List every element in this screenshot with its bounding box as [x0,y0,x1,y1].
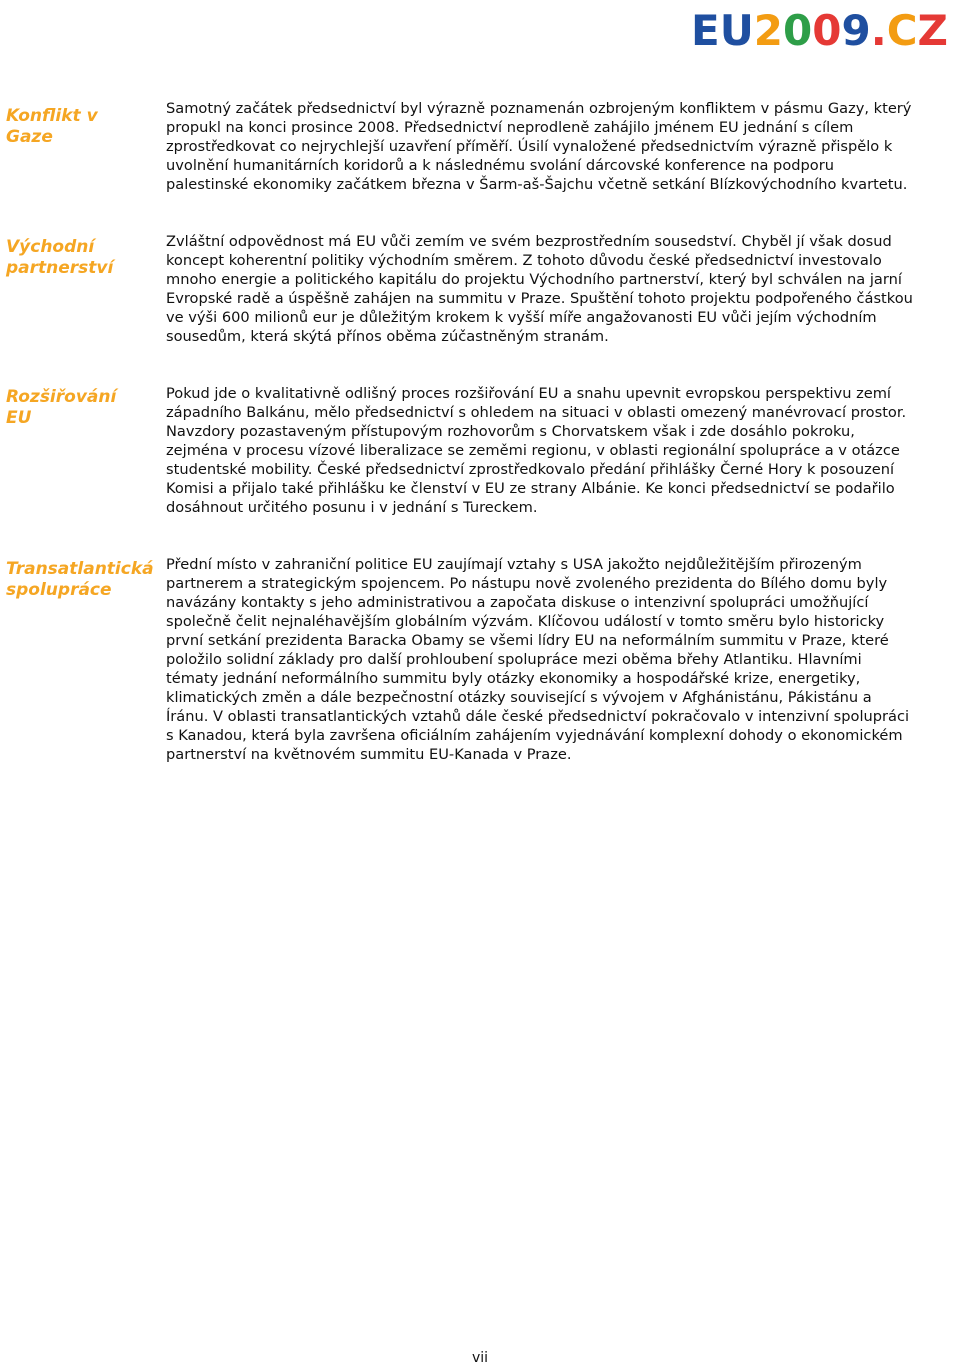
logo-letter: 0 [783,6,813,55]
section-text: Přední místo v zahraniční politice EU zaujímají vztahy s USA jakožto nejdůležitějším přirozeným partnerem a strategickým spojencem. Po nástupu nově zvoleného prezidenta do Bílého domu byly navázány kontakty s jeho administrativou a započata diskuse o intenzivní spolupráci umožňující společně čelit nejnaléhavějším globálním výzvám. Klíčovou událostí v tomto směru bylo historicky první setkání prezidenta Baracka Obamy se všemi lídry EU na neformálním summitu v Praze, které položilo solidní základy pro další prohloubení spolupráce mezi oběma břehy Atlantiku. Hlavními tématy jednání neformálního summitu byly otázky ekonomiky a hospodářské krize, energetiky, klimatických změn a dále bezpečnostní otázky související s vývojem v Afghánistánu, Pákistánu a Íránu. V oblasti transatlantických vztahů dále české předsednictví pokračovalo v intenzivní spolupráci s Kanadou, která byla završena oficiálním zahájením vyjednávání komplexní dohody o ekonomickém partnerství na květnovém summitu EU-Kanada v Praze. [166,556,910,763]
page-number: vii [471,1350,489,1366]
eu2009-logo [690,6,948,55]
section-label: Konflikt v Gaze [6,106,98,147]
logo-letter: C [886,6,918,55]
logo-letter: 9 [841,6,871,55]
section-text: Zvláštní odpovědnost má EU vůči zemím ve svém bezprostředním sousedství. Chyběl jí však dosud koncept koherentní politiky východním směrem. Z tohoto důvodu české předsednictví investovalo mnoho energie a politického kapitálu do projektu Východního partnerství, který byl schválen na jarní Evropské radě a úspěšně zahájen na summitu v Praze. Spuštění tohoto projektu podpořeného částkou ve výši 600 milionů eur je důležitým krokem k vyšší míře angažovanosti EU vůči jejím východním sousedům, která skýtá přínos oběma zúčastněným stranám. [166,233,913,345]
section-text: Pokud jde o kvalitativně odlišný proces rozšiřování EU a snahu upevnit evropskou perspektivu zemí západního Balkánu, mělo předsednictví s ohledem na situaci v oblasti omezený manévrovací prostor. Navzdory pozastaveným přístupovým rozhovorům s Chorvatskem však i zde dosáhlo pokroku, zejména v procesu vízové liberalizace se zeměmi regionu, v oblasti regionální spolupráce a v otázce studentské mobility. České předsednictví zprostředkovalo předání přihlášky Černé Hory k posouzení Komisi a přijalo také přihlášku ke členství v EU ze strany Albánie. Ke konci předsednictví se podařilo dosáhnout určitého posunu i v jednání s Tureckem. [166,385,907,516]
section-label: Východní partnerství [6,237,114,278]
section-text: Samotný začátek předsednictví byl výrazně poznamenán ozbrojeným konfliktem v pásmu Gazy, který propukl na konci prosince 2008. Předsednictví neprodleně zahájilo jménem EU jednání s cílem zprostředkovat co nejrychlejší uzavření příměří. Úsilí vynaložené předsednictvím výrazně přispělo k uvolnění humanitárních koridorů a k následnému svolání dárcovské konference na podporu palestinské ekonomiky začátkem března v Šarm-aš-Šajchu včetně setkání Blízkovýchodního kvartetu. [166,100,912,193]
logo-letter: 0 [812,6,842,55]
section-label: Rozšiřování EU [6,387,117,428]
logo-letter: 2 [753,6,784,55]
logo-letter: E [690,6,720,55]
logo-letter: U [719,6,754,55]
section-label: Transatlantická spolupráce [6,559,154,600]
logo-letter: . [870,6,887,55]
logo-letter: Z [917,6,948,55]
